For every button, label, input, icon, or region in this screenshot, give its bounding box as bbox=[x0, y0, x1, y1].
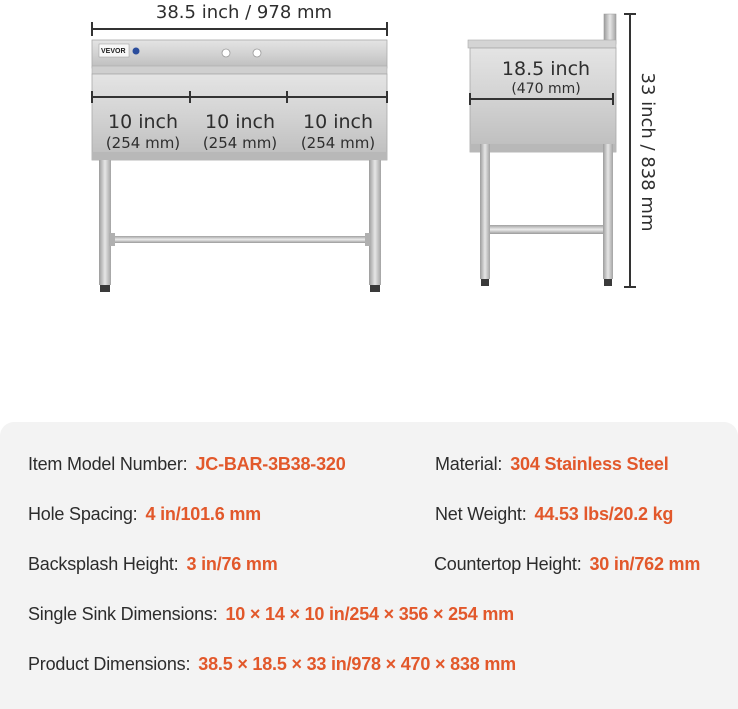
depth-inch: 18.5 inch bbox=[501, 58, 591, 80]
side-leg-left bbox=[480, 144, 490, 279]
compartment-2-inch: 10 inch bbox=[204, 111, 276, 133]
spec-sink-dimensions bbox=[28, 604, 514, 625]
side-crossbar bbox=[490, 225, 603, 234]
spec-material bbox=[435, 454, 669, 475]
compartment-1-mm: (254 mm) bbox=[105, 134, 181, 152]
spec-model-value: JC-BAR-3B38-320 bbox=[195, 454, 346, 474]
spec-countertop bbox=[434, 554, 700, 575]
compartment-3-inch: 10 inch bbox=[302, 111, 374, 133]
compartment-1-inch: 10 inch bbox=[107, 111, 179, 133]
width-label: 38.5 inch / 978 mm bbox=[155, 2, 333, 23]
spec-material-value: 304 Stainless Steel bbox=[510, 454, 669, 474]
width-dimension bbox=[92, 2, 387, 36]
faucet-hole bbox=[253, 49, 261, 57]
spec-backsplash-label: Backsplash Height: bbox=[28, 554, 179, 574]
depth-mm: (470 mm) bbox=[511, 81, 581, 97]
spec-backsplash bbox=[28, 554, 278, 575]
height-label: 33 inch / 838 mm bbox=[637, 72, 658, 232]
spec-hole-value: 4 in/101.6 mm bbox=[145, 504, 261, 524]
spec-sink-label: Single Sink Dimensions: bbox=[28, 604, 218, 624]
spec-product-dimensions bbox=[28, 654, 516, 675]
spec-net-weight bbox=[435, 504, 673, 525]
spec-product-value: 38.5 × 18.5 × 33 in/978 × 470 × 838 mm bbox=[198, 654, 516, 674]
side-backsplash bbox=[604, 14, 616, 44]
specifications-panel bbox=[0, 422, 738, 709]
front-leg-right bbox=[369, 160, 381, 285]
spec-countertop-value: 30 in/762 mm bbox=[589, 554, 701, 574]
height-dimension bbox=[624, 14, 636, 287]
spec-weight-label: Net Weight: bbox=[435, 504, 527, 524]
spec-countertop-label: Countertop Height: bbox=[434, 554, 582, 574]
front-view bbox=[92, 2, 387, 292]
brand-badge-icon bbox=[133, 48, 140, 55]
front-leg-left bbox=[99, 160, 111, 285]
spec-product-label: Product Dimensions: bbox=[28, 654, 191, 674]
side-leg-right bbox=[603, 144, 613, 279]
brand-logo: VEVOR bbox=[101, 48, 126, 55]
compartment-2-mm: (254 mm) bbox=[202, 134, 278, 152]
compartment-3-mm: (254 mm) bbox=[300, 134, 376, 152]
front-crossbar bbox=[111, 236, 369, 243]
faucet-hole bbox=[222, 49, 230, 57]
spec-hole-label: Hole Spacing: bbox=[28, 504, 138, 524]
spec-material-label: Material: bbox=[435, 454, 503, 474]
spec-weight-value: 44.53 lbs/20.2 kg bbox=[534, 504, 674, 524]
spec-sink-value: 10 × 14 × 10 in/254 × 356 × 254 mm bbox=[225, 604, 514, 624]
spec-model bbox=[28, 454, 346, 475]
spec-backsplash-value: 3 in/76 mm bbox=[186, 554, 278, 574]
spec-hole-spacing bbox=[28, 504, 261, 525]
side-view bbox=[468, 14, 658, 287]
spec-model-label: Item Model Number: bbox=[28, 454, 188, 474]
